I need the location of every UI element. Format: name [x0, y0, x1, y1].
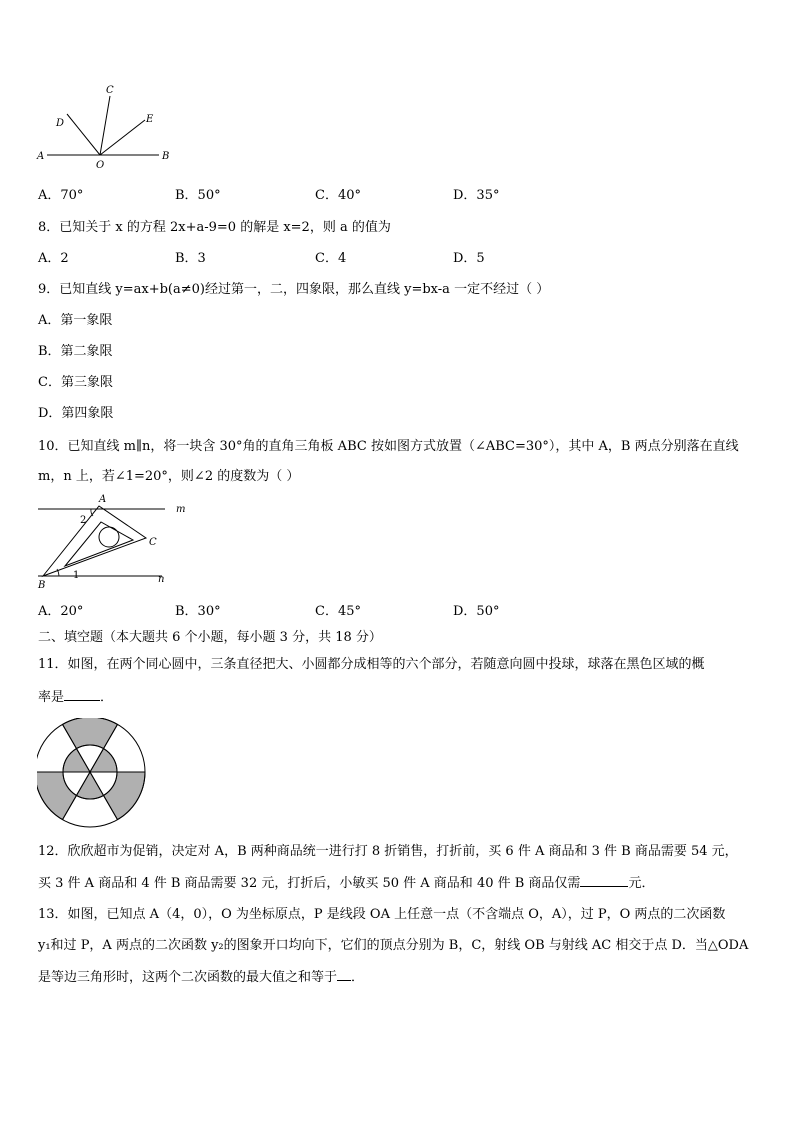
inner-shaded-sector: [77, 772, 104, 799]
q8-stem: 8．已知关于 x 的方程 2x+a-9=0 的解是 x=2，则 a 的值为: [38, 220, 391, 235]
triangle-hole: [99, 527, 119, 547]
answer-blank: [580, 874, 628, 887]
q10-stem-line1: 10．已知直线 m∥n，将一块含 30°角的直角三角板 ABC 按如图方式放置（∠ABC=30°），其中 A，B 两点分别落在直线: [38, 439, 739, 454]
option-d: D．35°: [453, 188, 500, 203]
q12-line2-pre: 买 3 件 A 商品和 4 件 B 商品需要 32 元，打折后，小敏买 50 件 A 商品和 40 件 B 商品仅需: [38, 876, 581, 891]
q11-line2-pre: 率是: [38, 690, 65, 705]
q13-line2: y₁和过 P，A 两点的二次函数 y₂的图象开口均向下，它们的顶点分别为 B，C，射线 OB 与射线 AC 相交于点 D．当△ODA: [38, 938, 749, 953]
label-b: B: [38, 580, 46, 590]
inner-shaded-sector: [63, 749, 90, 772]
option-b: B．50°: [175, 188, 221, 203]
ray-od: [67, 114, 100, 155]
answer-blank: [337, 968, 351, 981]
q11-line2-post: ．: [100, 690, 114, 705]
q13-line3-post: ．: [351, 970, 365, 985]
label-2: 2: [80, 515, 87, 526]
option-c: C．45°: [315, 604, 361, 619]
ray-oe: [100, 120, 145, 155]
outer-shaded-sector: [104, 772, 146, 820]
option-a: A．20°: [38, 604, 84, 619]
label-d: D: [56, 118, 65, 129]
label-c: C: [106, 85, 114, 96]
q13-line3-pre: 是等边三角形时，这两个二次函数的最大值之和等于: [38, 970, 338, 985]
option-a: A．2: [38, 251, 69, 266]
outer-shaded-sector: [37, 772, 77, 820]
q11-concentric-circles-figure: [37, 718, 147, 828]
option-b: B．3: [175, 251, 206, 266]
label-a: A: [37, 151, 45, 162]
label-o: O: [96, 160, 105, 171]
label-b: B: [162, 151, 170, 162]
q10-triangle-figure: [35, 490, 195, 590]
answer-blank: [64, 688, 100, 701]
triangle-inner: [65, 522, 133, 566]
option-d: D．5: [453, 251, 485, 266]
label-c: C: [149, 537, 157, 548]
q11-line2: [38, 688, 113, 707]
label-1: 1: [73, 570, 80, 581]
label-m: m: [176, 504, 186, 515]
q9-option-b: B．第二象限: [38, 344, 113, 359]
option-b: B．30°: [175, 604, 221, 619]
ray-oc: [100, 96, 110, 155]
q7-angle-figure: [35, 82, 185, 172]
q10-stem-line2: m，n 上，若∠1=20°，则∠2 的度数为（ ）: [38, 469, 300, 484]
q13-line3: [38, 968, 364, 987]
q12-line1: 12．欣欣超市为促销，决定对 A，B 两种商品统一进行打 8 折销售，打折前，买 6 件 A 商品和 3 件 B 商品需要 54 元，: [38, 844, 738, 859]
outer-shaded-sector: [63, 718, 118, 749]
q12-line2-post: 元．: [628, 876, 655, 891]
section-fill-in-title: 二、填空题（本大题共 6 个小题，每小题 3 分，共 18 分）: [38, 630, 382, 645]
q9-option-d: D．第四象限: [38, 406, 114, 421]
q9-stem: 9．已知直线 y=ax+b(a≠0)经过第一，二，四象限，那么直线 y=bx-a 一定不经过（ ）: [38, 282, 550, 297]
q11-line1: 11．如图，在两个同心圆中，三条直径把大、小圆都分成相等的六个部分，若随意向圆中投球，球落在黑色区域的概: [38, 657, 705, 672]
inner-shaded-sector: [90, 749, 117, 772]
option-d: D．50°: [453, 604, 500, 619]
option-c: C．4: [315, 251, 347, 266]
option-a: A．70°: [38, 188, 84, 203]
label-n: n: [158, 574, 165, 585]
q12-line2: [38, 874, 654, 893]
option-c: C．40°: [315, 188, 361, 203]
label-a: A: [99, 494, 107, 505]
q13-line1: 13．如图，已知点 A（4，0），O 为坐标原点，P 是线段 OA 上任意一点（不含端点 O，A），过 P，O 两点的二次函数: [38, 907, 726, 922]
q9-option-c: C．第三象限: [38, 375, 113, 390]
q9-option-a: A．第一象限: [38, 313, 113, 328]
label-e: E: [146, 114, 154, 125]
